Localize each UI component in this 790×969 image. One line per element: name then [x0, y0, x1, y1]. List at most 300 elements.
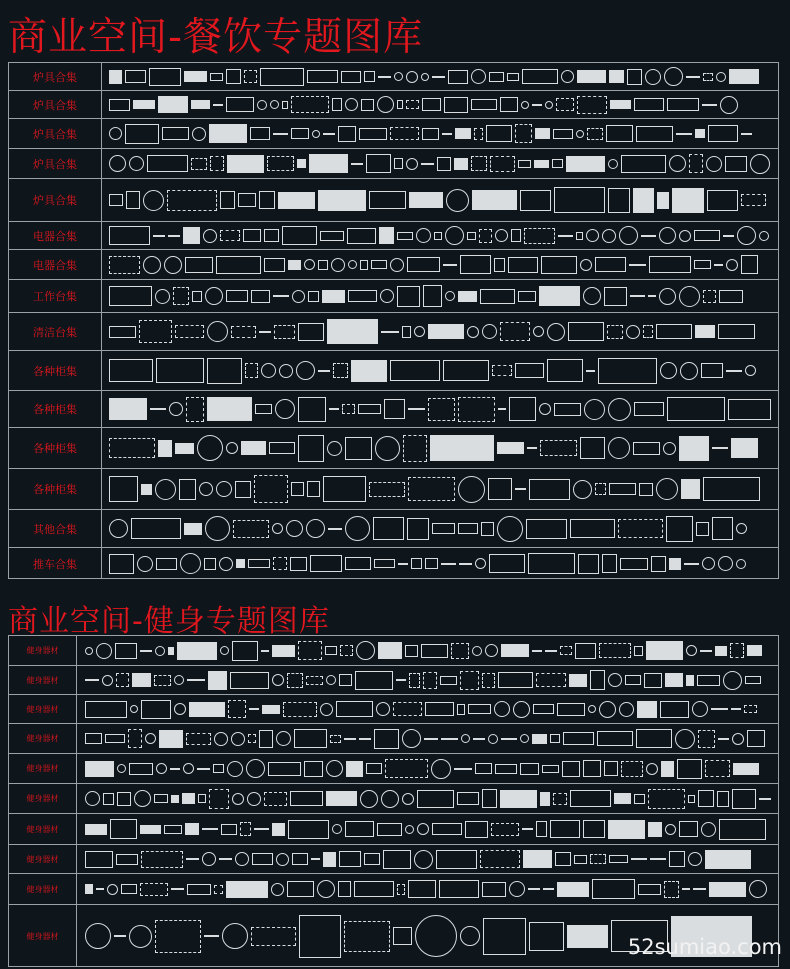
cad-symbol-thumbnail [287, 881, 314, 897]
cad-symbol-thumbnail [667, 98, 699, 111]
cad-symbol-thumbnail [664, 67, 683, 86]
cad-symbol-thumbnail [364, 853, 380, 865]
cad-symbol-thumbnail [723, 235, 734, 237]
cad-symbol-thumbnail [369, 482, 405, 497]
cad-symbol-thumbnail [471, 69, 486, 84]
cad-symbol-thumbnail [465, 821, 488, 838]
cad-symbol-thumbnail [543, 888, 554, 890]
cad-symbol-thumbnail [557, 882, 589, 897]
cad-symbol-thumbnail [745, 365, 756, 376]
cad-symbol-thumbnail [480, 850, 520, 868]
cad-symbol-thumbnail [515, 124, 532, 143]
cad-symbol-thumbnail [361, 99, 374, 111]
cad-symbol-thumbnail [599, 643, 631, 658]
cad-symbol-thumbnail [637, 701, 657, 718]
cad-symbol-thumbnail [159, 730, 183, 748]
cad-symbol-thumbnail [405, 645, 418, 657]
row-label: 炉具合集 [9, 149, 102, 178]
cad-symbol-thumbnail [547, 323, 565, 341]
cad-symbol-thumbnail [482, 882, 506, 897]
cad-symbol-thumbnail [147, 155, 188, 172]
library-row [9, 313, 778, 351]
cad-symbol-thumbnail [703, 73, 713, 81]
cad-symbol-thumbnail [246, 759, 265, 778]
cad-symbol-thumbnail [432, 823, 462, 835]
section-title-catering: 商业空间-餐饮专题图库 [8, 15, 424, 60]
cad-symbol-thumbnail [741, 255, 758, 274]
cad-symbol-thumbnail [360, 790, 378, 808]
library-row [9, 510, 778, 548]
cad-symbol-thumbnail [677, 759, 702, 779]
cad-symbol-thumbnail [712, 517, 733, 540]
cad-symbol-thumbnail [536, 821, 547, 837]
cad-symbol-thumbnail [648, 789, 685, 809]
cad-symbol-thumbnail [416, 228, 431, 243]
cad-symbol-thumbnail [475, 558, 486, 569]
cad-symbol-thumbnail [686, 675, 694, 686]
cad-symbol-thumbnail [252, 853, 273, 865]
cad-symbol-thumbnail [597, 731, 633, 746]
cad-symbol-thumbnail [563, 732, 594, 745]
library-row [9, 63, 778, 91]
cad-symbol-thumbnail [686, 645, 697, 656]
cad-symbol-thumbnail [460, 671, 479, 690]
cad-symbol-thumbnail [268, 762, 301, 776]
cad-symbol-thumbnail [723, 671, 742, 690]
cad-symbol-thumbnail [521, 101, 529, 109]
cad-symbol-thumbnail [310, 555, 342, 572]
cad-symbol-thumbnail [607, 325, 623, 339]
cad-symbol-thumbnail [220, 191, 235, 209]
cad-symbol-thumbnail [718, 324, 755, 339]
cad-symbol-thumbnail [226, 290, 248, 302]
cad-symbol-thumbnail [291, 128, 309, 139]
cad-symbol-thumbnail [545, 101, 553, 109]
cad-symbol-thumbnail [294, 729, 327, 748]
cad-symbol-thumbnail [187, 884, 211, 895]
cad-symbol-thumbnail [454, 768, 472, 770]
cad-symbol-thumbnail [676, 133, 692, 135]
cad-symbol-thumbnail [737, 226, 756, 245]
cad-symbol-thumbnail [216, 256, 261, 274]
cad-symbol-thumbnail [646, 641, 683, 660]
cad-symbol-thumbnail [185, 257, 213, 273]
row-label: 健身器材 [9, 666, 77, 694]
row-label: 健身器材 [9, 874, 77, 904]
cad-symbol-thumbnail [109, 226, 150, 245]
cad-symbol-thumbnail [220, 646, 229, 655]
cad-symbol-thumbnail [577, 96, 607, 114]
cad-symbol-thumbnail [415, 915, 457, 957]
cad-symbol-thumbnail [733, 763, 759, 775]
cad-symbol-thumbnail [394, 158, 403, 169]
cad-symbol-thumbnail [344, 738, 356, 740]
cad-symbol-thumbnail [85, 884, 93, 894]
cad-symbol-thumbnail [520, 734, 529, 743]
cad-symbol-thumbnail [455, 128, 471, 139]
cad-symbol-thumbnail [85, 824, 107, 835]
cad-symbol-thumbnail [586, 370, 595, 372]
cad-symbol-thumbnail [573, 480, 592, 499]
cad-symbol-thumbnail [718, 738, 729, 740]
cad-symbol-thumbnail [205, 287, 223, 305]
row-label: 清洁台集 [9, 313, 102, 350]
cad-symbol-thumbnail [271, 883, 284, 896]
cad-symbol-thumbnail [567, 925, 608, 948]
cad-symbol-thumbnail [692, 701, 708, 717]
cad-symbol-thumbnail [109, 326, 136, 338]
cad-symbol-thumbnail [141, 484, 152, 495]
cad-symbol-thumbnail [460, 926, 480, 946]
cad-symbol-thumbnail [527, 447, 537, 449]
cad-symbol-thumbnail [457, 792, 479, 805]
cad-symbol-thumbnail [291, 482, 304, 496]
cad-symbol-thumbnail [342, 404, 355, 414]
cad-symbol-thumbnail [339, 674, 352, 686]
cad-symbol-thumbnail [328, 528, 342, 530]
cad-symbol-thumbnail [348, 260, 357, 269]
cad-symbol-thumbnail [167, 190, 217, 211]
cad-symbol-thumbnail [703, 290, 716, 303]
cad-symbol-thumbnail [210, 156, 224, 171]
cad-symbol-thumbnail [689, 154, 703, 173]
cad-symbol-thumbnail [680, 362, 698, 380]
cad-symbol-thumbnail [716, 72, 726, 82]
cad-symbol-thumbnail [497, 516, 523, 542]
cad-symbol-thumbnail [524, 228, 555, 244]
cad-symbol-thumbnail [323, 133, 335, 135]
cad-symbol-thumbnail [85, 701, 127, 718]
cad-symbol-thumbnail [260, 68, 304, 86]
cad-symbol-thumbnail [286, 520, 303, 537]
cad-symbol-thumbnail [290, 791, 323, 806]
cad-symbol-thumbnail [451, 643, 469, 659]
cad-symbol-thumbnail [329, 408, 339, 410]
cad-symbol-thumbnail [109, 194, 123, 206]
cad-symbol-thumbnail [458, 291, 477, 302]
cad-symbol-thumbnail [509, 397, 536, 421]
cad-symbol-thumbnail [697, 675, 720, 686]
row-label: 健身器材 [9, 754, 77, 783]
cad-symbol-thumbnail [602, 554, 617, 573]
cad-symbol-thumbnail [619, 226, 638, 245]
cad-symbol-thumbnail [423, 285, 442, 307]
cad-symbol-thumbnail [443, 360, 489, 381]
cad-symbol-thumbnail [522, 69, 558, 84]
cad-symbol-thumbnail [186, 858, 199, 860]
cad-symbol-thumbnail [272, 523, 283, 534]
cad-symbol-thumbnail [701, 363, 723, 378]
cad-symbol-thumbnail [85, 791, 100, 806]
cad-symbol-strip [109, 280, 774, 312]
cad-symbol-thumbnail [609, 483, 636, 495]
cad-symbol-thumbnail [359, 738, 371, 740]
cad-symbol-thumbnail [481, 522, 494, 536]
cad-symbol-thumbnail [467, 232, 476, 240]
cad-symbol-thumbnail [633, 442, 660, 455]
cad-symbol-thumbnail [155, 289, 170, 304]
row-label: 其他合集 [9, 510, 102, 547]
cad-symbol-thumbnail [221, 824, 237, 835]
cad-symbol-strip [85, 724, 774, 753]
cad-symbol-thumbnail [618, 519, 663, 538]
cad-symbol-thumbnail [523, 850, 552, 868]
cad-symbol-thumbnail [109, 127, 122, 140]
cad-symbol-thumbnail [354, 881, 394, 897]
cad-symbol-thumbnail [273, 133, 288, 135]
cad-symbol-thumbnail [458, 523, 478, 534]
cad-symbol-thumbnail [587, 128, 603, 140]
cad-symbol-thumbnail [393, 927, 412, 945]
cad-symbol-thumbnail [665, 673, 683, 687]
cad-symbol-thumbnail [437, 157, 451, 171]
library-row [9, 469, 778, 510]
cad-symbol-thumbnail [275, 399, 295, 419]
cad-symbol-thumbnail [141, 700, 171, 719]
cad-symbol-thumbnail [175, 325, 204, 338]
cad-symbol-thumbnail [85, 733, 102, 744]
cad-symbol-thumbnail [153, 235, 165, 237]
cad-symbol-thumbnail [648, 822, 662, 837]
cad-symbol-strip [109, 351, 774, 390]
cad-symbol-thumbnail [359, 128, 387, 140]
cad-symbol-thumbnail [619, 702, 634, 717]
cad-symbol-thumbnail [460, 255, 491, 274]
cad-symbol-thumbnail [226, 442, 238, 454]
library-row [9, 428, 778, 469]
cad-symbol-thumbnail [725, 156, 747, 172]
cad-symbol-thumbnail [553, 129, 573, 139]
cad-symbol-thumbnail [480, 289, 515, 304]
cad-symbol-thumbnail [712, 447, 728, 449]
cad-symbol-thumbnail [644, 673, 662, 688]
cad-symbol-thumbnail [251, 927, 296, 946]
cad-symbol-strip [109, 91, 774, 118]
cad-symbol-thumbnail [631, 858, 647, 860]
cad-symbol-thumbnail [183, 763, 194, 774]
cad-symbol-thumbnail [282, 226, 317, 245]
cad-symbol-strip [109, 548, 774, 579]
cad-symbol-thumbnail [249, 708, 259, 710]
cad-symbol-thumbnail [520, 763, 539, 775]
cad-symbol-thumbnail [528, 888, 540, 890]
cad-symbol-thumbnail [556, 98, 574, 111]
cad-symbol-thumbnail [145, 733, 156, 744]
cad-symbol-thumbnail [109, 286, 152, 306]
cad-symbol-strip [85, 695, 774, 723]
cad-symbol-thumbnail [731, 438, 758, 458]
cad-symbol-thumbnail [330, 735, 341, 743]
cad-symbol-thumbnail [185, 823, 199, 835]
cad-symbol-thumbnail [553, 793, 567, 805]
cad-symbol-thumbnail [230, 672, 269, 689]
cad-symbol-thumbnail [536, 673, 566, 687]
cad-symbol-thumbnail [240, 822, 251, 836]
cad-symbol-thumbnail [472, 646, 482, 656]
cad-symbol-thumbnail [204, 935, 219, 937]
cad-symbol-thumbnail [584, 399, 605, 420]
cad-symbol-thumbnail [381, 331, 399, 333]
cad-symbol-thumbnail [698, 790, 714, 807]
cad-symbol-thumbnail [203, 229, 217, 243]
cad-symbol-thumbnail [339, 851, 361, 867]
cad-symbol-thumbnail [245, 363, 258, 378]
cad-symbol-thumbnail [347, 228, 376, 244]
cad-symbol-thumbnail [109, 438, 155, 458]
cad-symbol-thumbnail [444, 97, 468, 113]
cad-symbol-thumbnail [168, 647, 174, 655]
cad-symbol-thumbnail [664, 881, 679, 898]
cad-symbol-thumbnail [380, 289, 394, 303]
cad-symbol-thumbnail [85, 679, 99, 681]
cad-symbol-thumbnail [533, 704, 554, 714]
library-row [9, 695, 778, 724]
cad-symbol-thumbnail [344, 921, 390, 952]
cad-symbol-thumbnail [661, 761, 674, 777]
cad-symbol-thumbnail [174, 703, 186, 715]
cad-symbol-thumbnail [636, 729, 672, 748]
cad-symbol-thumbnail [482, 324, 497, 339]
cad-symbol-thumbnail [540, 440, 577, 456]
cad-symbol-thumbnail [558, 235, 573, 237]
cad-symbol-thumbnail [375, 436, 400, 461]
cad-symbol-strip [85, 636, 774, 665]
cad-symbol-thumbnail [402, 729, 421, 748]
cad-symbol-thumbnail [595, 483, 606, 495]
cad-symbol-thumbnail [578, 554, 599, 574]
cad-symbol-thumbnail [114, 935, 126, 937]
cad-symbol-thumbnail [390, 127, 419, 140]
cad-symbol-thumbnail [129, 925, 152, 948]
cad-symbol-thumbnail [609, 855, 628, 863]
cad-symbol-thumbnail [351, 360, 387, 382]
cad-symbol-thumbnail [162, 127, 189, 140]
cad-symbol-thumbnail [345, 557, 371, 570]
cad-symbol-thumbnail [407, 257, 440, 272]
cad-symbol-thumbnail [730, 643, 744, 658]
cad-symbol-thumbnail [186, 733, 211, 745]
cad-symbol-thumbnail [649, 256, 691, 273]
cad-symbol-thumbnail [96, 888, 104, 890]
cad-symbol-thumbnail [318, 190, 366, 211]
cad-symbol-thumbnail [134, 790, 151, 807]
cad-symbol-thumbnail [345, 98, 358, 111]
cad-symbol-thumbnail [432, 523, 455, 534]
library-row [9, 666, 778, 695]
cad-symbol-thumbnail [255, 404, 272, 414]
cad-symbol-thumbnail [696, 522, 709, 536]
cad-symbol-thumbnail [679, 821, 698, 837]
cad-symbol-thumbnail [227, 761, 243, 777]
cad-symbol-thumbnail [643, 325, 653, 338]
cad-symbol-thumbnail [439, 880, 479, 898]
cad-symbol-thumbnail [422, 128, 439, 140]
cad-symbol-thumbnail [143, 190, 164, 211]
cad-symbol-thumbnail [715, 646, 727, 656]
cad-symbol-thumbnail [608, 398, 631, 421]
cad-symbol-thumbnail [494, 258, 505, 272]
cad-symbol-thumbnail [515, 488, 526, 490]
cad-symbol-thumbnail [355, 671, 393, 690]
cad-symbol-thumbnail [569, 674, 587, 687]
cad-symbol-thumbnail [177, 642, 217, 660]
cad-symbol-thumbnail [529, 479, 570, 500]
cad-symbol-thumbnail [583, 820, 605, 838]
cad-symbol-thumbnail [209, 124, 247, 143]
cad-symbol-thumbnail [235, 481, 251, 498]
cad-symbol-thumbnail [298, 435, 324, 462]
cad-symbol-thumbnail [282, 101, 288, 109]
cad-symbol-thumbnail [626, 325, 640, 339]
cad-symbol-thumbnail [171, 795, 179, 803]
cad-symbol-thumbnail [154, 675, 171, 686]
cad-symbol-thumbnail [621, 761, 643, 777]
cad-symbol-strip [109, 428, 774, 468]
cad-symbol-thumbnail [143, 256, 161, 274]
cad-symbol-thumbnail [669, 558, 681, 570]
cad-symbol-thumbnail [562, 761, 580, 777]
cad-symbol-thumbnail [156, 558, 177, 570]
cad-symbol-thumbnail [646, 763, 658, 775]
cad-symbol-thumbnail [174, 675, 184, 685]
cad-symbol-thumbnail [262, 705, 280, 714]
cad-symbol-thumbnail [747, 645, 762, 656]
cad-symbol-thumbnail [688, 795, 695, 803]
cad-symbol-thumbnail [371, 260, 387, 269]
cad-symbol-thumbnail [568, 322, 604, 341]
cad-symbol-thumbnail [542, 765, 559, 773]
cad-symbol-thumbnail [290, 557, 307, 571]
cad-symbol-thumbnail [261, 363, 276, 378]
cad-symbol-thumbnail [272, 645, 295, 657]
cad-symbol-thumbnail [345, 821, 374, 837]
cad-symbol-thumbnail [482, 789, 497, 808]
cad-symbol-thumbnail [590, 854, 606, 864]
cad-symbol-strip [85, 845, 774, 873]
cad-symbol-thumbnail [397, 884, 405, 895]
cad-symbol-thumbnail [636, 126, 673, 142]
cad-symbol-thumbnail [210, 73, 223, 81]
cad-symbol-thumbnail [430, 435, 494, 461]
cad-symbol-thumbnail [129, 763, 153, 775]
cad-symbol-thumbnail [489, 72, 504, 82]
cad-symbol-thumbnail [320, 231, 344, 241]
cad-symbol-thumbnail [515, 363, 544, 378]
cad-symbol-thumbnail [214, 732, 228, 746]
cad-symbol-thumbnail [307, 481, 320, 497]
cad-symbol-thumbnail [554, 187, 605, 213]
library-row [9, 119, 778, 149]
cad-symbol-thumbnail [707, 190, 738, 211]
cad-symbol-thumbnail [191, 100, 210, 109]
cad-symbol-thumbnail [461, 734, 470, 743]
cad-symbol-thumbnail [169, 402, 183, 416]
cad-symbol-thumbnail [191, 158, 207, 170]
cad-symbol-thumbnail [226, 97, 254, 112]
cad-symbol-thumbnail [184, 71, 207, 82]
cad-symbol-thumbnail [384, 399, 405, 419]
cad-symbol-thumbnail [238, 193, 256, 207]
cad-symbol-thumbnail [532, 734, 547, 744]
library-row [9, 280, 778, 313]
cad-symbol-thumbnail [445, 291, 455, 301]
cad-symbol-thumbnail [703, 477, 760, 501]
cad-symbol-thumbnail [422, 98, 441, 111]
cad-symbol-thumbnail [233, 520, 269, 538]
cad-symbol-thumbnail [633, 188, 654, 213]
cad-symbol-thumbnail [583, 760, 601, 777]
cad-symbol-thumbnail [509, 881, 525, 897]
